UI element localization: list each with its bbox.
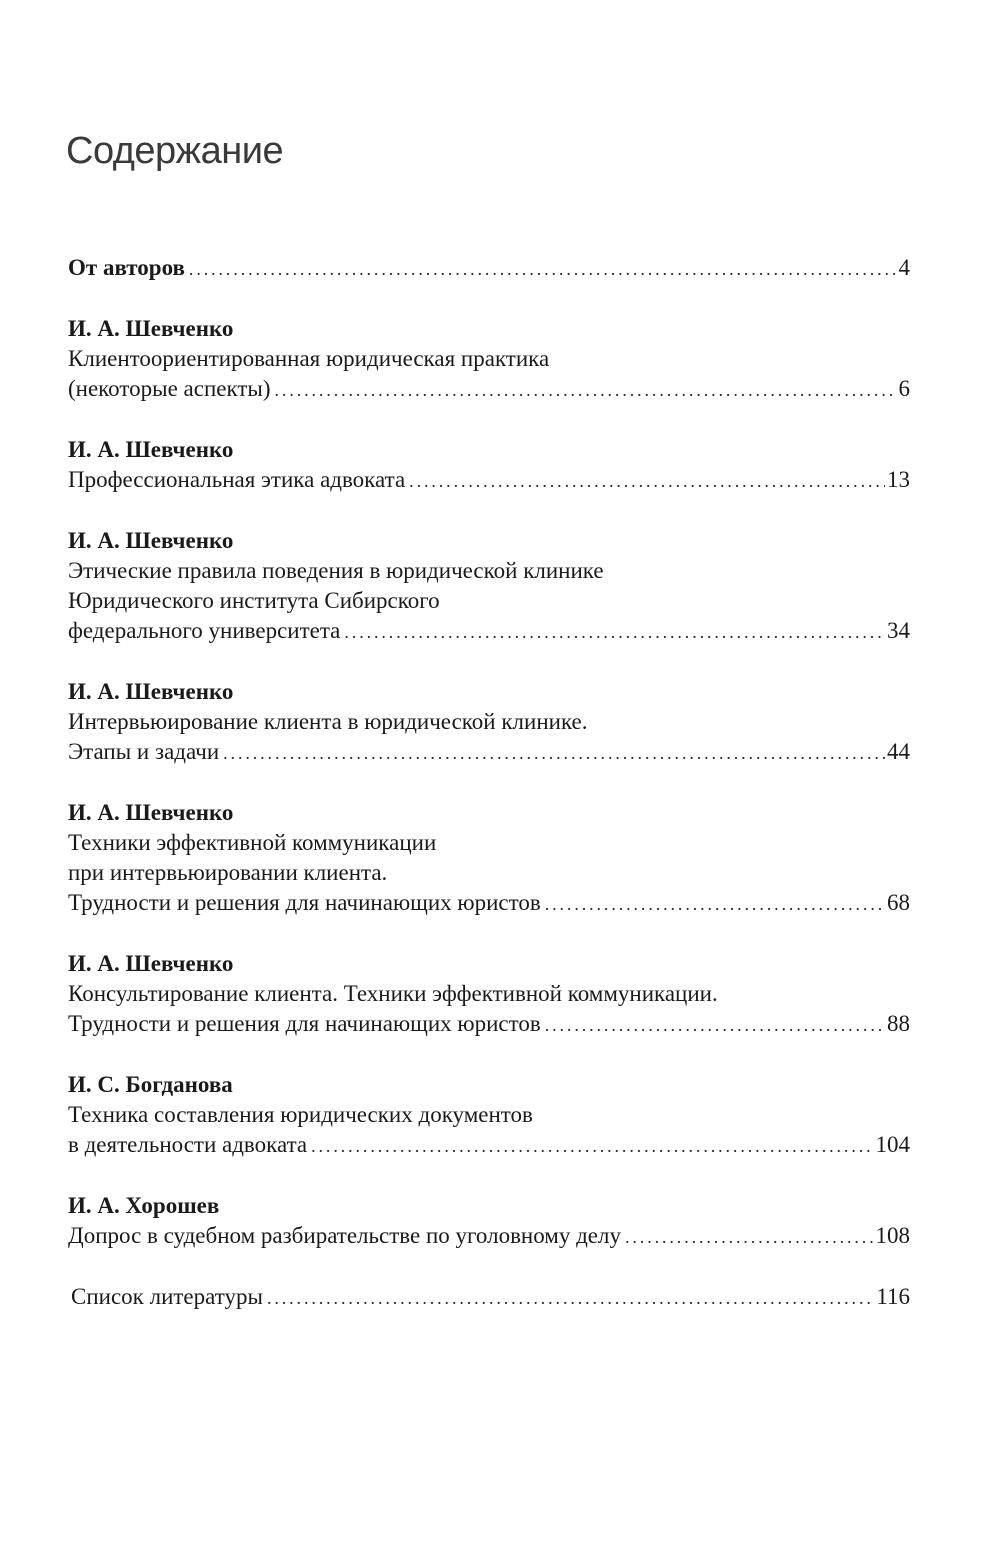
toc-page-number: 34 bbox=[887, 618, 910, 643]
toc-entry-line bbox=[68, 253, 910, 284]
toc-author: И. А. Шевченко bbox=[68, 800, 234, 825]
toc-author: И. А. Шевченко bbox=[68, 316, 234, 341]
toc-page-number: 44 bbox=[887, 739, 910, 764]
leader-dots bbox=[267, 1283, 874, 1313]
toc-entry-title: Трудности и решения для начинающих юристов bbox=[68, 1011, 541, 1036]
toc-entry[interactable] bbox=[68, 1191, 910, 1252]
toc-author: И. А. Шевченко bbox=[68, 679, 234, 704]
toc-page-number: 88 bbox=[887, 1011, 910, 1036]
toc-page-number: 13 bbox=[887, 467, 910, 492]
toc-entry-title: Этапы и задачи bbox=[68, 739, 220, 764]
leader-dots bbox=[344, 617, 885, 647]
toc-entry-title: (некоторые аспекты) bbox=[68, 376, 271, 401]
toc-entry[interactable] bbox=[68, 253, 910, 284]
toc-page-number: 6 bbox=[898, 376, 910, 401]
toc-entry-line bbox=[68, 888, 910, 919]
page-title: Содержание bbox=[66, 130, 284, 172]
toc-entry-title: федерального университета bbox=[68, 618, 341, 643]
toc-author: И. А. Шевченко bbox=[68, 528, 234, 553]
toc-entry-line bbox=[68, 737, 910, 768]
toc-author: И. А. Шевченко bbox=[68, 437, 234, 462]
toc-title-line: Консультирование клиента. Техники эффективной коммуникации. bbox=[68, 981, 718, 1006]
leader-dots bbox=[409, 466, 885, 496]
toc-entry-line bbox=[68, 616, 910, 647]
toc-entry-title: От авторов bbox=[68, 255, 185, 280]
toc-page-number: 4 bbox=[898, 255, 910, 280]
toc-entry-title: Допрос в судебном разбирательстве по уголовному делу bbox=[68, 1223, 621, 1248]
toc-author: И. А. Шевченко bbox=[68, 951, 234, 976]
toc-title-line: Клиентоориентированная юридическая практика bbox=[68, 346, 550, 371]
toc-entry[interactable] bbox=[68, 314, 910, 405]
toc-entry-line bbox=[68, 1009, 910, 1040]
leader-dots bbox=[545, 1010, 885, 1040]
leader-dots bbox=[275, 375, 897, 405]
toc-page-number: 68 bbox=[887, 890, 910, 915]
leader-dots bbox=[223, 738, 885, 768]
toc-entry-line bbox=[68, 374, 910, 405]
leader-dots bbox=[311, 1131, 873, 1161]
leader-dots bbox=[625, 1222, 874, 1252]
toc-entry-line bbox=[68, 1221, 910, 1252]
toc-page-number: 108 bbox=[875, 1223, 910, 1248]
toc-title-line: Интервьюирование клиента в юридической клинике. bbox=[68, 709, 588, 734]
toc-entry[interactable] bbox=[68, 435, 910, 496]
toc-entry-line bbox=[68, 1282, 910, 1313]
toc-entry[interactable] bbox=[68, 677, 910, 768]
toc-title-line: Техника составления юридических документов bbox=[68, 1102, 533, 1127]
toc-entry[interactable] bbox=[68, 1070, 910, 1161]
toc-author: И. А. Хорошев bbox=[68, 1193, 220, 1218]
toc-entry-title: Список литературы bbox=[71, 1284, 263, 1309]
toc-title-line: Юридического института Сибирского bbox=[68, 588, 440, 613]
toc-entry-title: Трудности и решения для начинающих юристов bbox=[68, 890, 541, 915]
toc-entry-title: Профессиональная этика адвоката bbox=[68, 467, 406, 492]
leader-dots bbox=[545, 889, 885, 919]
toc-title-line: при интервьюировании клиента. bbox=[68, 860, 388, 885]
table-of-contents bbox=[68, 253, 910, 1313]
toc-entry[interactable] bbox=[68, 798, 910, 919]
toc-page-number: 116 bbox=[876, 1284, 910, 1309]
toc-entry-line bbox=[68, 465, 910, 496]
toc-page-number: 104 bbox=[875, 1132, 910, 1157]
toc-title-line: Этические правила поведения в юридической клинике bbox=[68, 558, 604, 583]
toc-author: И. С. Богданова bbox=[68, 1072, 233, 1097]
toc-entry[interactable] bbox=[68, 1282, 910, 1313]
toc-entry[interactable] bbox=[68, 949, 910, 1040]
toc-entry[interactable] bbox=[68, 526, 910, 647]
leader-dots bbox=[189, 254, 897, 284]
toc-entry-line bbox=[68, 1130, 910, 1161]
toc-entry-title: в деятельности адвоката bbox=[68, 1132, 308, 1157]
toc-title-line: Техники эффективной коммуникации bbox=[68, 830, 437, 855]
